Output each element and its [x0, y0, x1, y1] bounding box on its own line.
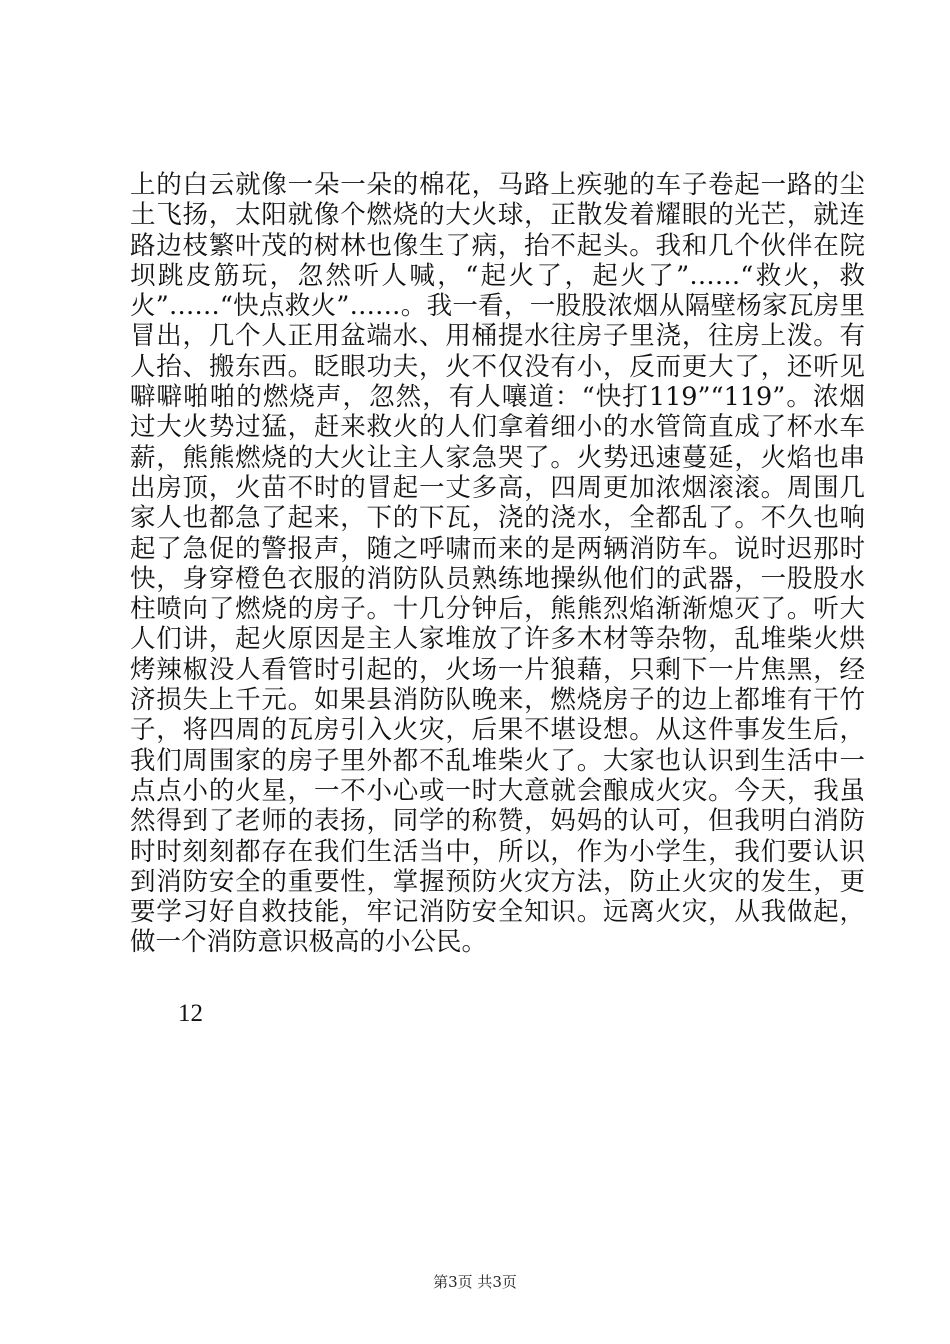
- inline-number: 12: [178, 1000, 203, 1027]
- page-footer: 第3页 共3页: [433, 1273, 517, 1291]
- body-paragraph: 上的白云就像一朵一朵的棉花，马路上疾驰的车子卷起一路的尘土飞扬，太阳就像个燃烧的大火球，正散发着耀眼的光芒，就连路边枝繁叶茂的树林也像生了病，抬不起头。我和几个伙伴在院坝跳皮筋玩，忽然听人喊，“起火了，起火了”……“救火，救火”……“快点救火”……。我一看，一股股浓烟从隔壁杨家瓦房里冒出，几个人正用盆端水、用桶提水往房子里浇，往房上泼。有人抬、搬东西。眨眼功夫，火不仅没有小，反而更大了，还听见噼噼啪啪的燃烧声，忽然，有人嚷道：“快打119”“119”。浓烟过大火势过猛，赶来救火的人们拿着细小的水管筒直成了杯水车薪，熊熊燃烧的大火让主人家急哭了。火势迅速蔓延，火焰也串出房顶，火苗不时的冒起一丈多高，四周更加浓烟滚滚。周围几家人也都急了起来，下的下瓦，浇的浇水，全都乱了。不久也响起了急促的警报声，随之呼啸而来的是两辆消防车。说时迟那时快，身穿橙色衣服的消防队员熟练地操纵他们的武器，一股股水柱喷向了燃烧的房子。十几分钟后，熊熊烈焰渐渐熄灭了。听大人们讲，起火原因是主人家堆放了许多木材等杂物，乱堆柴火烘烤辣椒没人看管时引起的，火场一片狼藉，只剩下一片焦黑，经济损失上千元。如果县消防队晚来，燃烧房子的边上都堆有干竹子，将四周的瓦房引入火灾，后果不堪设想。从这件事发生后，我们周围家的房子里外都不乱堆柴火了。大家也认识到生活中一点点小的火星，一不小心或一时大意就会酿成火灾。今天，我虽然得到了老师的表扬，同学的称赞，妈妈的认可，但我明白消防时时刻刻都存在我们生活当中，所以，作为小学生，我们要认识到消防安全的重要性，掌握预防火灾方法，防止火灾的发生，更要学习好自救技能，牢记消防安全知识。远离火灾，从我做起，做一个消防意识极高的小公民。: [130, 170, 865, 958]
